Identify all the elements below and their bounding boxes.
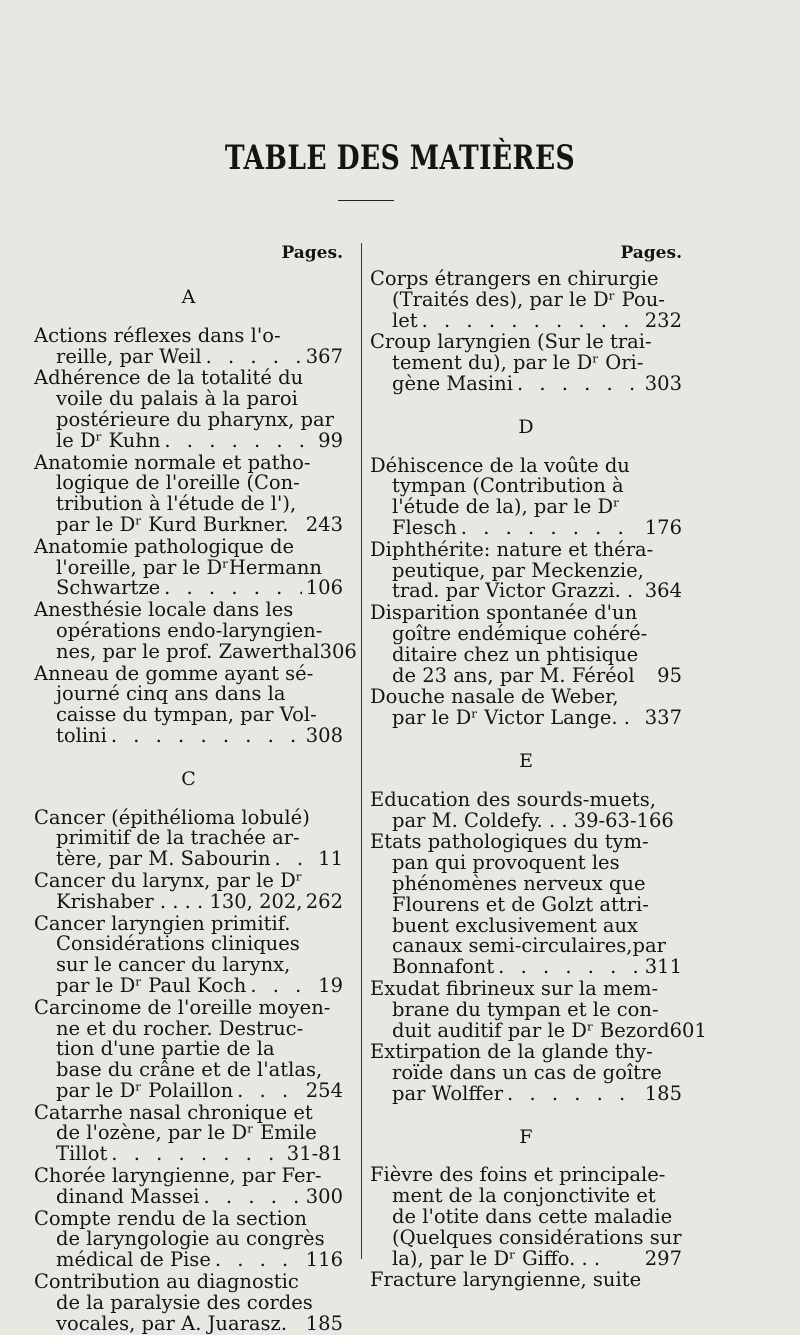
index-entry bbox=[370, 1270, 682, 1291]
entry-line bbox=[370, 687, 682, 708]
entry-text: Schwartze bbox=[56, 576, 161, 600]
entry-text: l'oreille, par le DʳHermann bbox=[56, 555, 322, 579]
entry-line bbox=[34, 661, 343, 685]
entry-line bbox=[34, 684, 343, 705]
dot-leader bbox=[237, 1081, 302, 1102]
index-entry bbox=[34, 868, 343, 913]
entry-line bbox=[370, 853, 682, 874]
dot-leader bbox=[507, 1084, 641, 1105]
dot-leader bbox=[111, 726, 302, 747]
section-letter: D bbox=[518, 415, 534, 438]
entry-line bbox=[370, 371, 682, 395]
leader-gap bbox=[630, 708, 645, 729]
entry-line bbox=[370, 871, 682, 895]
entry-text: Anesthésie locale dans les bbox=[34, 598, 294, 622]
entry-text: Cancer laryngien primitif. bbox=[34, 911, 291, 935]
entry-line bbox=[34, 534, 343, 558]
index-entry bbox=[34, 1206, 343, 1272]
entry-line bbox=[370, 1063, 682, 1084]
entry-line bbox=[34, 1039, 343, 1060]
entry-text: let bbox=[392, 308, 418, 332]
page-number: 185 bbox=[305, 1311, 343, 1335]
entry-text: Cancer (épithélioma lobulé) bbox=[34, 805, 310, 829]
entry-line bbox=[34, 578, 343, 599]
entry-line bbox=[34, 705, 343, 726]
entry-text: tympan (Contribution à bbox=[392, 474, 624, 498]
entry-text: duit auditif par le Dʳ Bezord bbox=[392, 1018, 670, 1042]
page-number: 243 bbox=[305, 512, 343, 536]
entry-line bbox=[34, 911, 343, 935]
entry-line bbox=[34, 973, 343, 997]
index-entry bbox=[34, 995, 343, 1102]
entry-line bbox=[370, 558, 682, 582]
page-number: 185 bbox=[644, 1081, 682, 1105]
entry-line bbox=[34, 1123, 343, 1144]
index-entry bbox=[34, 1166, 343, 1208]
entry-line bbox=[34, 1311, 343, 1335]
entry-line bbox=[34, 955, 343, 976]
entry-text: Extirpation de la glande thy- bbox=[370, 1040, 653, 1064]
entry-line bbox=[370, 787, 682, 811]
entry-text: Bonnafont bbox=[392, 955, 495, 979]
entry-line bbox=[34, 639, 357, 663]
index-entry bbox=[370, 832, 682, 978]
entry-line bbox=[34, 407, 343, 431]
entry-line bbox=[370, 476, 682, 497]
entry-line bbox=[34, 1206, 343, 1230]
entry-line bbox=[370, 913, 682, 937]
entry-line bbox=[34, 1016, 343, 1040]
entry-text: Fracture laryngienne, suite bbox=[370, 1268, 642, 1292]
dot-leader bbox=[164, 431, 314, 452]
dot-leader bbox=[498, 957, 641, 978]
entry-text: caisse du tympan, par Vol- bbox=[56, 703, 317, 727]
entry-line bbox=[34, 1272, 343, 1293]
entry-line bbox=[34, 389, 343, 410]
entry-text: goître endémique cohéré- bbox=[392, 621, 648, 645]
pages-header-right: Pages. bbox=[620, 243, 682, 263]
index-entry bbox=[34, 911, 343, 997]
page-number: 95 bbox=[657, 663, 682, 687]
left-column bbox=[34, 243, 357, 1335]
entry-text: (Quelques considérations sur bbox=[392, 1225, 682, 1249]
entry-text: Corps étrangers en chirurgie bbox=[370, 267, 659, 290]
entry-text: nes, par le prof. Zawerthal bbox=[56, 639, 320, 663]
entry-text: de 23 ans, par M. Féréol bbox=[392, 663, 635, 687]
index-entry bbox=[370, 1042, 682, 1104]
index-entry bbox=[370, 453, 682, 539]
entry-text: Considérations cliniques bbox=[56, 932, 300, 956]
entry-line bbox=[34, 1290, 343, 1314]
section-letter: C bbox=[181, 767, 196, 790]
entry-text: Compte rendu de la section bbox=[34, 1206, 307, 1230]
page-number: 297 bbox=[644, 1246, 682, 1270]
entry-line bbox=[34, 450, 343, 474]
index-entry bbox=[370, 787, 682, 832]
entry-text: canaux semi-circulaires,par bbox=[392, 934, 666, 958]
leader-gap bbox=[600, 1249, 645, 1270]
entry-line bbox=[370, 663, 682, 687]
entry-line bbox=[370, 1081, 682, 1105]
page-number: 106 bbox=[305, 576, 343, 600]
entry-line bbox=[370, 1246, 682, 1270]
section-letter: E bbox=[519, 749, 533, 772]
index-entry bbox=[370, 1165, 682, 1269]
entry-line bbox=[34, 868, 343, 892]
dot-leader bbox=[250, 976, 314, 997]
page-number: 19 bbox=[318, 973, 343, 997]
entry-line bbox=[370, 1165, 682, 1186]
entry-text: Diphthérite: nature et théra- bbox=[370, 537, 654, 561]
entry-text: ment de la conjonctivite et bbox=[392, 1184, 656, 1208]
entry-text: postérieure du pharynx, par bbox=[56, 407, 334, 431]
entry-text: Anneau de gomme ayant sé- bbox=[34, 661, 314, 685]
entry-text: de l'ozène, par le Dʳ Emile bbox=[56, 1121, 317, 1145]
entry-line bbox=[370, 515, 682, 539]
page-title: TABLE DES MATIÈRES bbox=[224, 138, 576, 178]
entry-text: Flesch bbox=[392, 515, 457, 539]
leader-gap bbox=[633, 581, 645, 602]
dot-leader bbox=[422, 311, 641, 332]
page-number: 262 bbox=[305, 889, 343, 913]
entry-text: Fièvre des foins et principale- bbox=[370, 1163, 666, 1187]
page-number: 31-81 bbox=[286, 1142, 343, 1166]
entry-line bbox=[34, 805, 343, 829]
section-letter: A bbox=[181, 286, 196, 308]
entry-text: Anatomie pathologique de bbox=[34, 534, 295, 558]
entry-text: (Traités des), par le Dʳ Pou- bbox=[392, 287, 665, 311]
index-entry bbox=[34, 805, 343, 871]
entry-line bbox=[34, 1229, 343, 1250]
page-number: 11 bbox=[318, 847, 343, 871]
entry-text: primitif de la trachée ar- bbox=[56, 826, 300, 850]
entry-line bbox=[370, 1018, 707, 1042]
entry-line bbox=[370, 642, 682, 666]
title-rule bbox=[338, 200, 394, 201]
entry-line bbox=[370, 1225, 682, 1249]
page-number: 232 bbox=[644, 308, 682, 332]
entry-text: tement du), par le Dʳ Ori- bbox=[392, 351, 644, 375]
entry-text: Contribution au diagnostic bbox=[34, 1270, 299, 1294]
entry-line bbox=[34, 995, 343, 1019]
page-number: 303 bbox=[644, 371, 682, 395]
entry-text: Exudat fibrineux sur la mem- bbox=[370, 976, 659, 1000]
entry-text: voile du palais à la paroi bbox=[56, 387, 298, 411]
entry-line bbox=[370, 269, 682, 290]
entry-text: de la paralysie des cordes bbox=[56, 1290, 313, 1314]
pages-header-left: Pages. bbox=[281, 243, 343, 263]
entry-text: peutique, par Meckenzie, bbox=[392, 558, 644, 582]
page-number: 176 bbox=[644, 515, 682, 539]
entry-text: Catarrhe nasal chronique et bbox=[34, 1100, 313, 1124]
entry-text: de laryngologie au congrès bbox=[56, 1227, 325, 1251]
entry-line bbox=[370, 1270, 682, 1291]
index-entry bbox=[370, 603, 682, 686]
entry-line bbox=[34, 1166, 343, 1187]
entry-line bbox=[34, 1184, 343, 1208]
left-column-body bbox=[34, 286, 357, 1335]
dot-leader bbox=[215, 1250, 302, 1271]
right-column bbox=[370, 243, 707, 1292]
entry-text: phénomènes nerveux que bbox=[392, 871, 646, 895]
entry-line bbox=[370, 708, 682, 729]
entry-text: sur le cancer du larynx, bbox=[56, 953, 291, 977]
index-entry bbox=[370, 687, 682, 729]
entry-text: le Dʳ Kuhn bbox=[56, 428, 161, 452]
index-entry bbox=[34, 534, 343, 600]
entry-text: l'étude de la), par le Dʳ bbox=[392, 495, 620, 519]
entry-line bbox=[370, 621, 682, 645]
entry-line bbox=[34, 323, 343, 347]
entry-text: tion d'une partie de la bbox=[56, 1037, 275, 1061]
page-number: 99 bbox=[318, 428, 343, 452]
entry-line bbox=[34, 344, 343, 368]
entry-line bbox=[370, 332, 682, 353]
index-entry bbox=[370, 537, 682, 603]
entry-text: tolini bbox=[56, 723, 107, 747]
page-number: 367 bbox=[305, 344, 343, 368]
entry-line bbox=[34, 889, 343, 913]
entry-line bbox=[34, 600, 343, 621]
entry-line bbox=[34, 368, 343, 389]
entry-text: base du crâne et de l'atlas, bbox=[56, 1058, 323, 1082]
entry-line bbox=[370, 997, 682, 1021]
dot-leader bbox=[206, 347, 302, 368]
entry-text: Déhiscence de la voûte du bbox=[370, 453, 630, 477]
entry-line bbox=[370, 287, 682, 311]
entry-text: Krishaber . . . . 130, 202, bbox=[56, 889, 303, 913]
entry-line bbox=[370, 603, 682, 624]
entry-text: Anatomie normale et patho- bbox=[34, 450, 311, 474]
entry-text: par M. Coldefy. . . 39-63-166 bbox=[392, 808, 674, 832]
entry-line bbox=[34, 494, 343, 515]
leader-gap bbox=[635, 666, 658, 687]
entry-text: par le Dʳ Polaillon bbox=[56, 1078, 234, 1102]
dot-leader bbox=[164, 578, 302, 599]
entry-line bbox=[370, 976, 682, 1000]
entry-text: Chorée laryngienne, par Fer- bbox=[34, 1164, 322, 1188]
entry-line bbox=[34, 934, 343, 955]
entry-line bbox=[34, 1250, 343, 1271]
entry-text: Education des sourds-muets, bbox=[370, 787, 656, 811]
entry-text: Tillot bbox=[56, 1142, 108, 1166]
entry-line bbox=[370, 808, 682, 832]
entry-text: ditaire chez un phtisique bbox=[392, 642, 639, 666]
index-entry bbox=[370, 332, 682, 394]
entry-line bbox=[34, 1100, 343, 1124]
entry-text: tère, par M. Sabourin bbox=[56, 847, 271, 871]
dot-leader bbox=[204, 1187, 302, 1208]
entry-line bbox=[370, 453, 682, 477]
entry-line bbox=[34, 1144, 343, 1165]
entry-line bbox=[34, 849, 343, 870]
dot-leader bbox=[275, 849, 315, 870]
entry-text: de l'otite dans cette maladie bbox=[392, 1205, 673, 1229]
entry-line bbox=[370, 832, 682, 853]
entry-text: ne et du rocher. Destruc- bbox=[56, 1016, 304, 1040]
entry-text: par Wolffer bbox=[392, 1081, 504, 1105]
leader-gap bbox=[288, 515, 305, 536]
entry-text: Flourens et de Golzt attri- bbox=[392, 892, 649, 916]
entry-text: roïde dans un cas de goître bbox=[392, 1061, 662, 1085]
entry-text: Douche nasale de Weber, bbox=[370, 685, 619, 709]
leader-gap bbox=[287, 1314, 306, 1335]
entry-text: Etats pathologiques du tym- bbox=[370, 830, 649, 854]
entry-line bbox=[370, 892, 682, 916]
page-number: 311 bbox=[644, 955, 682, 979]
page-number: 308 bbox=[305, 723, 343, 747]
entry-text: gène Masini bbox=[392, 371, 513, 395]
entry-text: reille, par Weil bbox=[56, 344, 202, 368]
entry-text: vocales, par A. Juarasz. bbox=[56, 1311, 288, 1335]
entry-text: buent exclusivement aux bbox=[392, 913, 639, 937]
dot-leader bbox=[517, 374, 641, 395]
entry-line bbox=[370, 308, 682, 332]
entry-line bbox=[370, 1207, 682, 1228]
entry-text: la), par le Dʳ Giffo. . . bbox=[392, 1246, 601, 1270]
entry-line bbox=[34, 723, 343, 747]
entry-text: par le Dʳ Kurd Burkner. bbox=[56, 512, 289, 536]
entry-line bbox=[370, 537, 682, 561]
entry-text: Disparition spontanée d'un bbox=[370, 601, 638, 625]
entry-line bbox=[370, 1186, 682, 1207]
index-entry bbox=[34, 368, 343, 451]
entry-text: Adhérence de la totalité du bbox=[34, 366, 304, 390]
entry-text: Carcinome de l'oreille moyen- bbox=[34, 995, 331, 1019]
entry-line bbox=[34, 428, 343, 452]
page-number: 337 bbox=[644, 706, 682, 730]
entry-line bbox=[370, 353, 682, 374]
entry-line bbox=[370, 957, 682, 978]
page-number: 254 bbox=[305, 1078, 343, 1102]
section-letter: F bbox=[519, 1125, 533, 1148]
entry-line bbox=[34, 1060, 343, 1081]
entry-line bbox=[34, 1078, 343, 1102]
index-entry bbox=[34, 450, 343, 536]
right-column-body bbox=[370, 265, 707, 1292]
entry-line bbox=[34, 618, 343, 642]
entry-text: par le Dʳ Paul Koch bbox=[56, 973, 247, 997]
entry-text: Actions réflexes dans l'o- bbox=[34, 323, 281, 347]
index-entry bbox=[34, 598, 357, 663]
index-entry bbox=[370, 269, 682, 331]
page-number: 116 bbox=[305, 1248, 343, 1272]
entry-text: logique de l'oreille (Con- bbox=[56, 471, 300, 495]
entry-line bbox=[370, 936, 682, 957]
entry-line bbox=[34, 473, 343, 494]
dot-leader bbox=[461, 518, 641, 539]
column-divider bbox=[361, 243, 362, 1259]
index-entry bbox=[34, 661, 343, 747]
entry-line bbox=[370, 581, 682, 602]
entry-line bbox=[34, 512, 343, 536]
page-number: 306 bbox=[319, 639, 357, 663]
entry-text: dinand Massei bbox=[56, 1184, 200, 1208]
page-number: 300 bbox=[305, 1184, 343, 1208]
page-number: 364 bbox=[644, 579, 682, 603]
entry-line bbox=[34, 555, 343, 579]
entry-text: médical de Pise bbox=[56, 1248, 211, 1272]
index-entry bbox=[370, 976, 707, 1042]
entry-text: opérations endo-laryngien- bbox=[56, 618, 323, 642]
entry-text: journé cinq ans dans la bbox=[56, 682, 286, 706]
entry-text: tribution à l'étude de l'), bbox=[56, 492, 297, 516]
entry-text: Cancer du larynx, par le Dʳ bbox=[34, 868, 303, 892]
entry-text: trad. par Victor Grazzi. . bbox=[392, 579, 634, 603]
entry-line bbox=[370, 497, 682, 518]
entry-line bbox=[370, 1042, 682, 1063]
entry-text: brane du tympan et le con- bbox=[392, 997, 659, 1021]
entry-text: par le Dʳ Victor Lange. . bbox=[392, 706, 630, 730]
dot-leader bbox=[111, 1144, 282, 1165]
entry-text: Croup laryngien (Sur le trai- bbox=[370, 330, 652, 354]
entry-text: pan qui provoquent les bbox=[392, 851, 620, 875]
index-entry bbox=[34, 323, 343, 368]
page-number: 601 bbox=[669, 1018, 707, 1042]
entry-line bbox=[34, 828, 343, 849]
index-entry bbox=[34, 1272, 343, 1334]
index-entry bbox=[34, 1100, 343, 1166]
